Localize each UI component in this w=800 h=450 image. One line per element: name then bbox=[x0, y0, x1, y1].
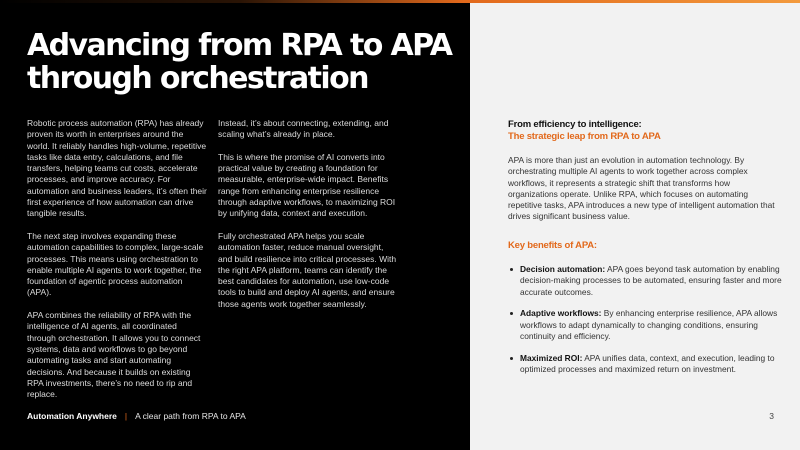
page-title: Advancing from RPA to APA through orchestration bbox=[27, 28, 452, 96]
sidebar-heading bbox=[508, 119, 778, 143]
benefit-text: APA goes beyond task automation by enabling decision-making processes to be automated, ensuring faster and more accurate outcomes. bbox=[520, 264, 782, 297]
paragraph: Robotic process automation (RPA) has already proven its worth in enterprises around the world. It reliably handles high-volume, repetitive tasks like data entry, calculations, and file transfers, helping teams cut costs, accelerate processes, and improve accuracy. For automation and business leaders, it’s often their first experience of how automation can drive tangible results. bbox=[27, 118, 207, 219]
benefits-title: Key benefits of APA: bbox=[508, 240, 597, 251]
benefit-text: APA unifies data, context, and execution, leading to optimized processes and maximized return on investment. bbox=[520, 352, 775, 375]
sidebar-intro: APA is more than just an evolution in automation technology. By orchestrating multiple AI agents to work together across complex workflows, it represents a strategic shift that transforms how organizations operate. Unlike RPA, which focuses on automating repetitive tasks, APA introduces a new type of intelligent automation that drives significant business value. bbox=[508, 155, 775, 222]
bullet-icon bbox=[510, 268, 513, 271]
paragraph: Fully orchestrated APA helps you scale automation faster, reduce manual oversight, and build resilience into critical processes. With the right APA platform, teams can identify the best candidates for automation, use low-code tools to build and deploy AI agents, and ensure those agents work together seamlessly. bbox=[218, 230, 397, 309]
footer-separator: | bbox=[124, 411, 128, 421]
left-panel bbox=[0, 3, 470, 450]
paragraph: APA combines the reliability of RPA with the intelligence of AI agents, all coordinated through orchestration. It allows you to connect systems, data and workflows to go beyond automating tasks and start automating decisions. And because it builds on existing RPA investments, there’s no need to rip and replace. bbox=[27, 310, 201, 400]
benefit-item bbox=[508, 308, 783, 342]
sidebar-heading-line1: From efficiency to intelligence: bbox=[508, 119, 642, 130]
benefit-item bbox=[508, 264, 783, 298]
benefits-list bbox=[508, 264, 783, 386]
footer-subtitle: A clear path from RPA to APA bbox=[135, 411, 246, 421]
middle-text-column bbox=[218, 118, 398, 321]
footer bbox=[27, 411, 246, 421]
paragraph: Instead, it’s about connecting, extending, and scaling what’s already in place. bbox=[218, 118, 389, 140]
bullet-icon bbox=[510, 357, 513, 360]
right-sidebar bbox=[470, 3, 800, 450]
paragraph: The next step involves expanding these automation capabilities to complex, large-scale processes. This means using orchestration to enable multiple AI agents to work together, the foundation of agentic process automation (APA). bbox=[27, 230, 204, 298]
benefit-term: Maximized ROI: bbox=[520, 352, 583, 363]
benefit-text: By enhancing enterprise resilience, APA allows workflows to adapt dynamically to changing conditions, ensuring continuity and efficiency. bbox=[520, 308, 778, 341]
benefit-term: Decision automation: bbox=[520, 264, 606, 274]
left-text-column bbox=[27, 118, 207, 412]
benefit-term: Adaptive workflows: bbox=[520, 308, 602, 319]
page-number: 3 bbox=[769, 411, 774, 421]
paragraph: This is where the promise of AI converts into practical value by creating a foundation for measurable, enterprise-wide impact. Benefits range from enhancing enterprise resilience through adaptive workflows, to maximizing ROI by unifying data, context and execution. bbox=[218, 151, 396, 219]
sidebar-heading-line2: The strategic leap from RPA to APA bbox=[508, 131, 661, 142]
bullet-icon bbox=[510, 312, 513, 315]
footer-brand: Automation Anywhere bbox=[27, 411, 117, 421]
benefit-item bbox=[508, 353, 783, 376]
